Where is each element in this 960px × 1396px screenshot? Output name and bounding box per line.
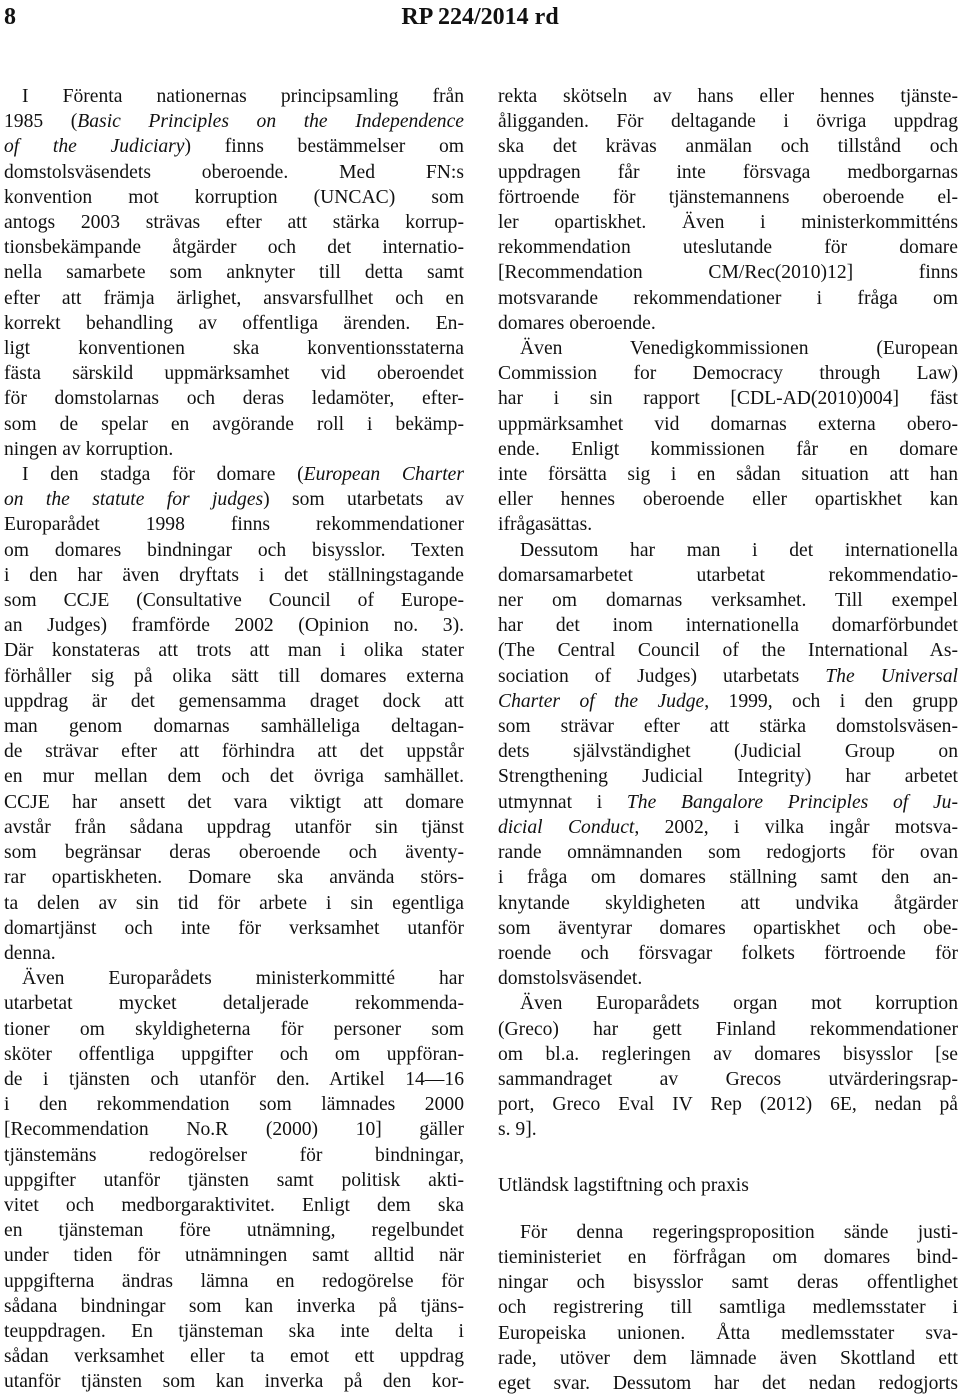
text-line: som äventyrar domares opartiskhet och obe- bbox=[498, 917, 958, 939]
page-header bbox=[0, 0, 960, 40]
left-text-column bbox=[4, 84, 464, 1395]
text-line: uppdragen får inte försvaga medborgarnas bbox=[498, 161, 958, 183]
text-line: de strävar efter att förhindra att det uppstår bbox=[4, 741, 464, 763]
text-line: Europeiska unionen. Åtta medlemsstater sva- bbox=[498, 1322, 958, 1344]
text-line: Charter of the Judge, 1999, och i den grupp bbox=[498, 690, 958, 712]
text-line: sköter offentliga uppgifter och om uppföran- bbox=[4, 1043, 464, 1065]
text-line: motsvarande rekommendationer i fråga om bbox=[498, 287, 958, 309]
text-line: ner om domarnas verksamhet. Till exempel bbox=[498, 590, 958, 612]
text-line: utanför tjänsten som kan inverka på den kor- bbox=[4, 1371, 464, 1393]
text-line: of the Judiciary) finns bestämmelser om bbox=[4, 136, 464, 158]
text-line: dets självständighet (Judicial Group on bbox=[498, 741, 958, 763]
text-line: tieministeriet en förfrågan om domares bind- bbox=[498, 1246, 958, 1268]
text-line: de i tjänsten och utanför den. Artikel 14—16 bbox=[4, 1068, 464, 1090]
text-line: ligt konventionen ska konventionsstaterna bbox=[4, 338, 464, 360]
text-line: nella samarbete som anknyter till detta samt bbox=[4, 262, 464, 284]
text-line: an Judges) framförde 2002 (Opinion no. 3). bbox=[4, 615, 464, 637]
text-line: rekommendation uteslutande för domare bbox=[498, 237, 958, 259]
text-line: ende. Enligt kommissionen får en domare bbox=[498, 438, 958, 460]
text-line: ta delen av sin tid för arbete i sin egentliga bbox=[4, 892, 464, 914]
section-body bbox=[498, 1220, 958, 1396]
text-line: sammandraget av Grecos utvärderingsrap- bbox=[498, 1068, 958, 1090]
text-line: har det inom internationella domarförbundet bbox=[498, 615, 958, 637]
text-line: I den stadga för domare (European Charter bbox=[22, 464, 464, 486]
text-line: Strengthening Judicial Integrity) har arbetet bbox=[498, 766, 958, 788]
text-line: ningen av korruption. bbox=[4, 438, 174, 460]
text-line: eller hennes oberoende eller opartiskhet kan bbox=[498, 489, 958, 511]
text-line: [Recommendation CM/Rec(2010)12] finns bbox=[498, 262, 958, 284]
right-text-column bbox=[498, 84, 958, 1396]
text-line: om domares bindningar och bisysslor. Texten bbox=[4, 539, 464, 561]
text-line: dicial Conduct, 2002, i vilka ingår motsva- bbox=[498, 816, 959, 838]
text-line: uppdrag är det gemensamma draget dock att bbox=[4, 690, 464, 712]
text-line: Dessutom har man i det internationella bbox=[520, 539, 958, 561]
text-line: domarsamarbetet utarbetat rekommendatio- bbox=[498, 564, 958, 586]
text-line: knytande skyldigheten att undvika åtgärder bbox=[498, 892, 958, 914]
text-line: Även Venedigkommissionen (European bbox=[520, 338, 958, 360]
text-line: 1985 (Basic Principles on the Independence bbox=[4, 111, 464, 133]
text-line: under tiden för utnämningen samt alltid när bbox=[4, 1245, 464, 1267]
page-number: 8 bbox=[4, 4, 16, 30]
text-line: förhåller sig på olika sätt till domares externa bbox=[4, 665, 464, 687]
text-line: har i sin rapport [CDL-AD(2010)004] fäst bbox=[498, 388, 958, 410]
right-column-body bbox=[498, 84, 958, 1143]
section-heading: Utländsk lagstiftning och praxis bbox=[498, 1174, 749, 1196]
text-line: (Greco) har gett Finland rekommendationer bbox=[498, 1018, 958, 1040]
text-line: [Recommendation No.R (2000) 10] gäller bbox=[4, 1119, 464, 1141]
text-line: domares oberoende. bbox=[498, 312, 656, 334]
text-line: rande omnämnanden som redogjorts för ovan bbox=[498, 842, 958, 864]
text-line: ifrågasättas. bbox=[498, 514, 593, 536]
text-line: Europarådet 1998 finns rekommendationer bbox=[4, 514, 464, 536]
text-line: uppmärksamhet vid domarnas externa obero- bbox=[498, 413, 958, 435]
text-line: efter att främja ärlighet, ansvarsfullhet och en bbox=[4, 287, 464, 309]
text-line: Där konstateras att trots att man i olika stater bbox=[4, 640, 464, 662]
text-line: man genom domarnas samhälleliga deltagan- bbox=[4, 716, 464, 738]
text-line: CCJE har ansett det vara viktigt att domare bbox=[4, 791, 464, 813]
text-line: i den har även dryftats i det ställningstagande bbox=[4, 564, 464, 586]
text-line: port, Greco Eval IV Rep (2012) 6E, nedan på bbox=[498, 1094, 958, 1116]
text-line: ska det krävas anmälan och tillstånd och bbox=[498, 136, 958, 158]
text-line: för domstolarnas och deras ledamöter, efter- bbox=[4, 388, 464, 410]
text-line: uppgifterna ändras lämna en redogörelse för bbox=[4, 1270, 464, 1292]
text-line: tionsbekämpande åtgärder och det internatio- bbox=[4, 237, 464, 259]
document-title: RP 224/2014 rd bbox=[401, 4, 559, 30]
text-line: förtroende för tjänstemannens oberoende el- bbox=[498, 186, 958, 208]
text-line: i fråga om domares ställning samt den an- bbox=[498, 867, 958, 889]
text-line: domstolsväsendet. bbox=[498, 968, 643, 990]
text-line: Commission for Democracy through Law) bbox=[498, 363, 958, 385]
text-line: rekta skötseln av hans eller hennes tjänste- bbox=[498, 86, 958, 107]
text-line: uppgifter utanför tjänsten samt politisk akti- bbox=[4, 1169, 464, 1191]
text-line: en tjänsteman före utnämning, regelbundet bbox=[4, 1220, 464, 1242]
text-line: ningar och bisysslor samt deras offentlighet bbox=[498, 1272, 958, 1294]
text-line: om bl.a. regleringen av domares bisysslor [se bbox=[498, 1043, 958, 1065]
text-line: som strävar efter att stärka domstolsväsen- bbox=[498, 716, 958, 738]
text-line: Även Europarådets organ mot korruption bbox=[520, 993, 958, 1015]
text-line: Även Europarådets ministerkommitté har bbox=[22, 968, 464, 990]
text-line: domstolsväsendets oberoende. Med FN:s bbox=[4, 161, 464, 183]
text-line: utmynnat i The Bangalore Principles of Ju- bbox=[498, 791, 958, 813]
text-line: utarbetat mycket detaljerade rekommenda- bbox=[4, 993, 464, 1015]
text-line: avstår från sådana uppdrag utanför sin tjänst bbox=[4, 816, 464, 838]
text-line: tioner om skyldigheterna för personer som bbox=[4, 1018, 464, 1040]
text-line: i den rekommendation som lämnades 2000 bbox=[4, 1094, 464, 1116]
text-line: åligganden. För deltagande i övriga uppdrag bbox=[498, 111, 958, 133]
text-line: eget svar. Dessutom har det nedan redogjorts bbox=[498, 1372, 958, 1394]
text-line: teuppdragen. En tjänsteman ska inte delta i bbox=[4, 1320, 464, 1342]
text-line: rar opartiskheten. Domare ska använda störs- bbox=[4, 867, 464, 889]
text-line: sociation of Judges) utarbetats The Universal bbox=[498, 665, 958, 687]
text-line: som CCJE (Consultative Council of Europe- bbox=[4, 590, 464, 612]
text-line: För denna regeringsproposition sände justi- bbox=[520, 1221, 958, 1243]
text-line: korrekt behandling av offentliga ärenden. En- bbox=[4, 312, 464, 334]
text-line: fästa särskild uppmärksamhet vid oberoendet bbox=[4, 363, 464, 385]
text-line: s. 9]. bbox=[498, 1119, 537, 1141]
text-line: rade, utöver dem lämnade även Skottland ett bbox=[498, 1347, 958, 1369]
text-line: ler opartiskhet. Även i ministerkommitténs bbox=[498, 212, 958, 234]
text-line: (The Central Council of the International As- bbox=[498, 640, 958, 662]
text-line: och registrering till samtliga medlemsstater i bbox=[498, 1297, 958, 1319]
text-line: en mur mellan dem och det övriga samhället. bbox=[4, 766, 464, 788]
text-line: sådan verksamhet eller ta emot ett uppdrag bbox=[4, 1346, 464, 1368]
text-line: konvention mot korruption (UNCAC) som bbox=[4, 186, 464, 208]
text-line: vitet och medborgaraktivitet. Enligt dem ska bbox=[4, 1194, 464, 1216]
text-line: on the statute for judges) som utarbetats av bbox=[4, 489, 464, 511]
text-line: tjänstemäns redogörelser för bindningar, bbox=[4, 1144, 464, 1166]
text-line: roende och försvagar folkets förtroende för bbox=[498, 942, 958, 964]
text-line: som begränsar deras oberoende och äventy- bbox=[4, 842, 464, 864]
text-line: som de spelar en avgörande roll i bekämp- bbox=[4, 413, 464, 435]
text-line: denna. bbox=[4, 942, 56, 964]
text-line: antogs 2003 strävas efter att stärka korrup- bbox=[4, 212, 464, 234]
text-line: inte försätta sig i en sådan situation att han bbox=[498, 464, 958, 486]
text-line: sådana bindningar som kan inverka på tjäns- bbox=[4, 1295, 464, 1317]
text-line: I Förenta nationernas principsamling från bbox=[22, 86, 464, 107]
text-line: domartjänst och inte för verksamhet utanför bbox=[4, 917, 464, 939]
